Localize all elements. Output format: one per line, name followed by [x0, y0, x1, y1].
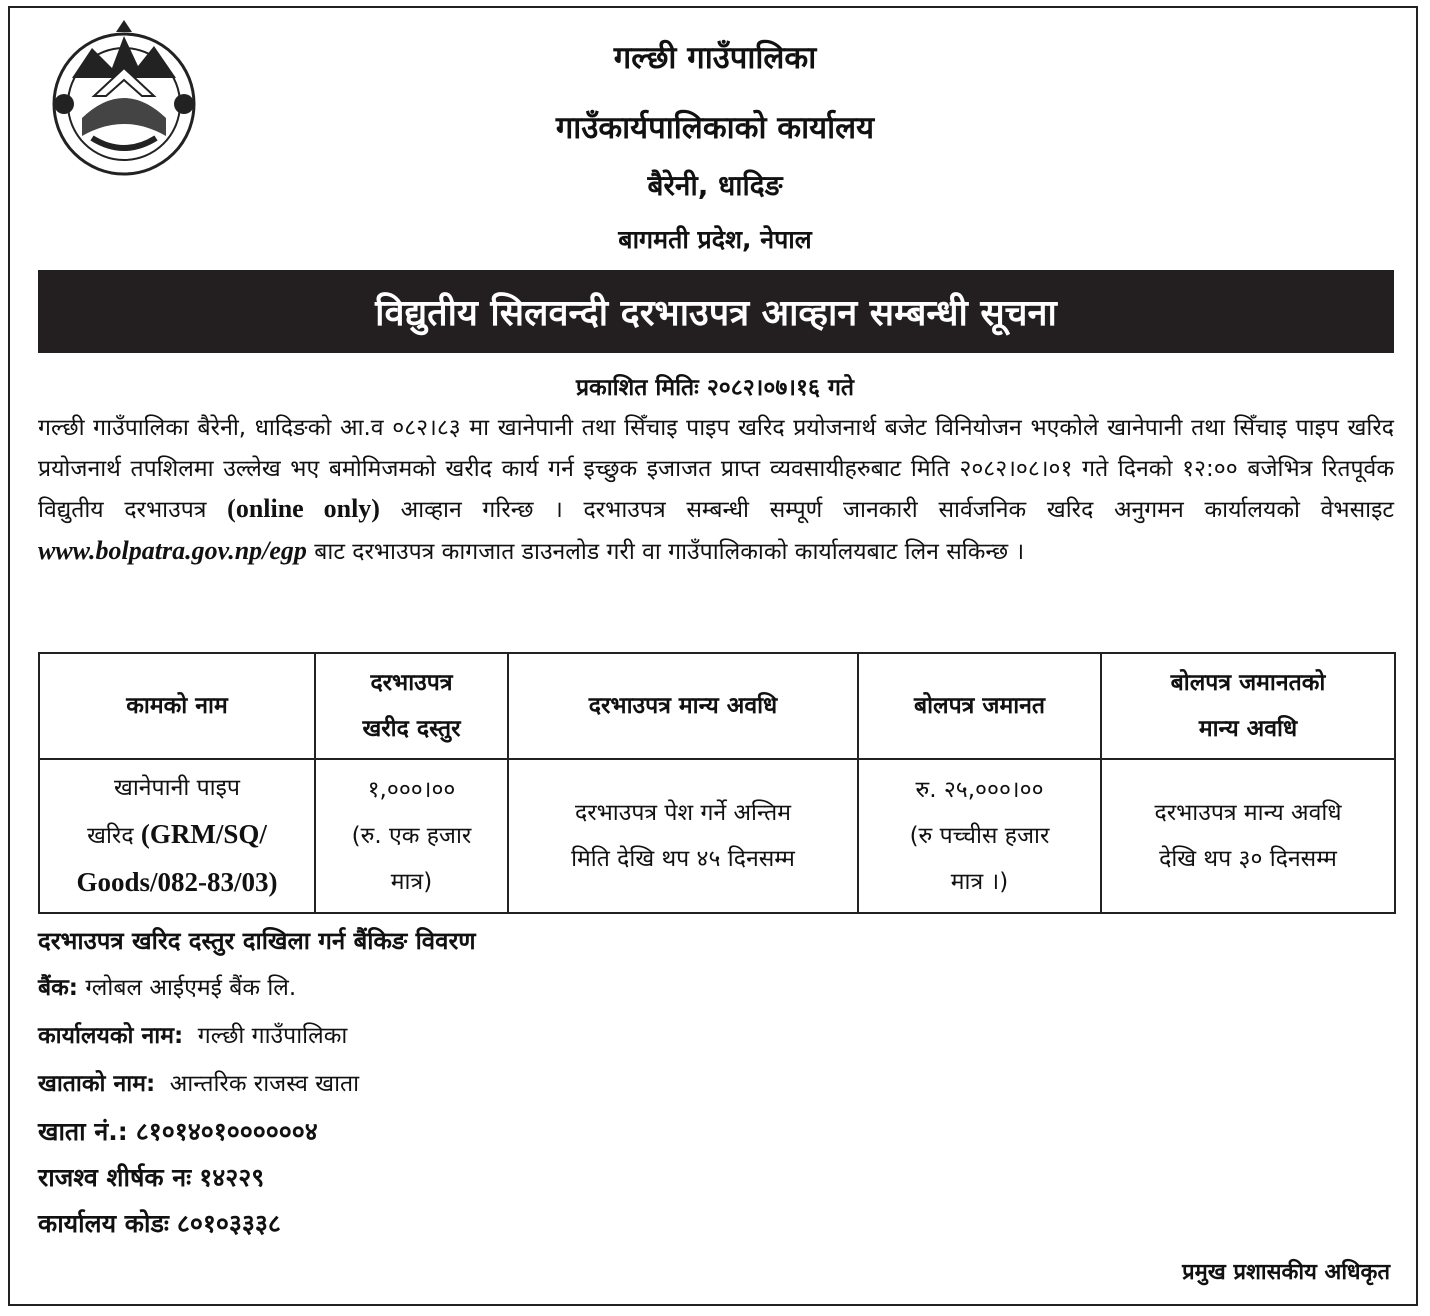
account-number-value: ८१०१४०१००००००४: [135, 1117, 318, 1146]
revenue-head-line: [38, 1160, 264, 1194]
revenue-head-label: राजश्व शीर्षक नः: [38, 1163, 192, 1192]
account-number-label: खाता नं.:: [38, 1117, 128, 1146]
cell-purchase-fee: १,०००।०० (रु. एक हजार मात्र): [315, 759, 508, 913]
office-name-line: [38, 1018, 347, 1050]
banking-details-heading: दरभाउपत्र खरिद दस्तुर दाखिला गर्न बैंकिङ विवरण: [38, 927, 476, 955]
account-number-line: [38, 1114, 318, 1148]
office-code-label: कार्यालय कोडः: [38, 1209, 169, 1238]
egp-website-link[interactable]: www.bolpatra.gov.np/egp: [38, 535, 307, 565]
account-name-value: आन्तरिक राजस्व खाता: [169, 1071, 360, 1097]
header-work-name: कामको नाम: [39, 653, 315, 759]
account-name-label: खाताको नाम:: [38, 1071, 156, 1097]
header-bid-security: बोलपत्र जमानत: [858, 653, 1101, 759]
notice-title-banner: [38, 270, 1394, 353]
office-name-label: कार्यालयको नाम:: [38, 1023, 184, 1049]
municipality-name: गल्छी गाउँपालिका: [613, 40, 817, 76]
body-text-part3: बाट दरभाउपत्र कागजात डाउनलोड गरी वा गाउँपालिकाको कार्यालयबाट लिन सकिन्छ ।: [306, 538, 1025, 565]
notice-body: [38, 408, 1394, 572]
cell-bid-security: रु. २५,०००।०० (रु पच्चीस हजार मात्र ।): [858, 759, 1101, 913]
revenue-head-value: १४२२९: [199, 1163, 265, 1192]
published-date: प्रकाशित मितिः २०८२।०७।१६ गते: [575, 375, 855, 401]
cell-bid-validity: दरभाउपत्र पेश गर्ने अन्तिम मिति देखि थप ४५ दिनसम्म: [508, 759, 858, 913]
bank-line: [38, 970, 296, 1002]
signatory-title: प्रमुख प्रशासकीय अधिकृत: [1182, 1260, 1390, 1285]
office-code-value: ८०१०३३३८: [176, 1209, 281, 1238]
office-name-value: गल्छी गाउँपालिका: [197, 1023, 348, 1049]
tender-table: [38, 652, 1396, 914]
bank-label: बैंक:: [38, 975, 78, 1001]
body-text-part2: आव्हान गरिन्छ । दरभाउपत्र सम्बन्धी सम्पूर्ण जानकारी सार्वजनिक खरिद अनुगमन कार्यालयको वेभसाइट: [379, 497, 1394, 524]
cell-work-name: खानेपानी पाइप खरिद (GRM/SQ/ Goods/082-83/03): [39, 759, 315, 913]
header-bid-validity: दरभाउपत्र मान्य अवधि: [508, 653, 858, 759]
bank-value: ग्लोबल आईएमई बैंक लि.: [85, 975, 297, 1001]
online-only-text: (online only): [227, 494, 380, 524]
table-row: [39, 759, 1395, 913]
notice-title: विद्युतीय सिलवन्दी दरभाउपत्र आव्हान सम्बन्धी सूचना: [375, 293, 1057, 334]
header-purchase-fee: दरभाउपत्र खरीद दस्तुर: [315, 653, 508, 759]
body-text-part1: गल्छी गाउँपालिका बैरेनी, धादिङको आ.व ०८२।८३ मा खानेपानी तथा सिँचाइ पाइप खरिद प्रयोजनार्थ बजेट विनियोजन भएकोले खानेपानी तथा सिँचाइ पाइप खरिद प्रयोजनार्थ तपशिलमा उल्लेख भए बमोमिजमको खरीद कार्य गर्न इच्छुक इजाजत प्राप्त व्यवसायीहरुबाट मिति २०८२।०८।०१ गते दिनको १२:०० बजेभित्र रितपूर्वक विद्युतीय दरभाउपत्र: [38, 415, 1394, 524]
office-code-line: [38, 1206, 281, 1240]
table-header-row: [39, 653, 1395, 759]
account-name-line: [38, 1066, 359, 1098]
cell-security-validity: दरभाउपत्र मान्य अवधि देखि थप ३० दिनसम्म: [1101, 759, 1395, 913]
header-security-validity: बोलपत्र जमानतको मान्य अवधि: [1101, 653, 1395, 759]
province-country: बागमती प्रदेश, नेपाल: [618, 225, 812, 254]
office-name: गाउँकार्यपालिकाको कार्यालय: [555, 110, 875, 146]
office-location: बैरेनी, धादिङ: [647, 169, 783, 202]
